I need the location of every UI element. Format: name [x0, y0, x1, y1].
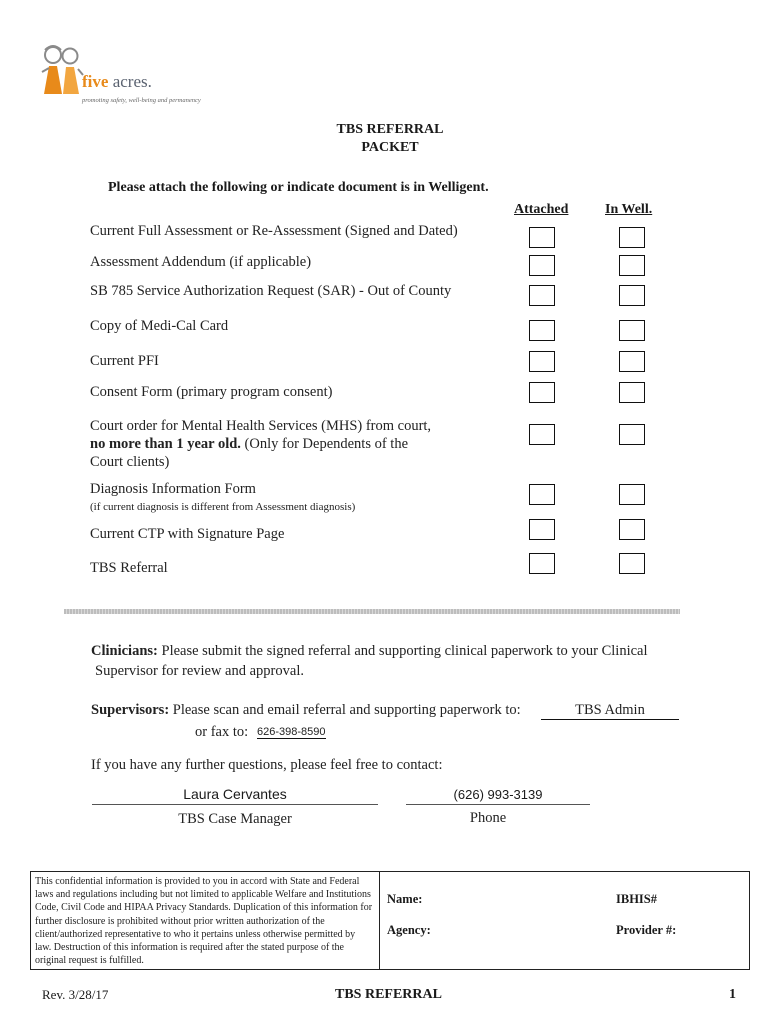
supervisors-label: Supervisors:	[91, 702, 170, 718]
confidential-notice: This confidential information is provided to you in accord with State and Federal laws and regulations including but not limited to applicable Welfare and Institutions Code, Civil Code and HIPAA Privacy Standards. Duplication of this information for further disclosure is prohibited without prior written authorization of the client/authorized representative to who it pertains unless otherwise permitted by law. Destruction of this information is required after the stated purpose of the original request is fulfilled.	[35, 876, 373, 967]
inwell-checkbox-medical-card[interactable]	[619, 320, 645, 341]
inwell-checkbox-ctp[interactable]	[619, 519, 645, 540]
attached-checkbox-tbs-referral[interactable]	[529, 553, 555, 574]
confidential-box	[30, 871, 750, 970]
court-order-line1: Court order for Mental Health Services (MHS) from court,	[90, 418, 432, 434]
attached-checkbox-sar[interactable]	[529, 285, 555, 306]
clinicians-label: Clinicians:	[91, 643, 158, 659]
attached-checkbox-addendum[interactable]	[529, 255, 555, 276]
attached-checkbox-assessment[interactable]	[529, 227, 555, 248]
contact-phone-line	[406, 804, 590, 805]
diagnosis-label: Diagnosis Information Form	[90, 481, 256, 497]
supervisors-text: Please scan and email referral and supporting paperwork to:	[169, 702, 521, 718]
inwell-checkbox-diagnosis[interactable]	[619, 484, 645, 505]
instruction: Please attach the following or indicate document is in Welligent.	[108, 180, 489, 195]
clinicians-paragraph	[91, 641, 648, 681]
item-tbs-referral: TBS Referral	[90, 560, 168, 576]
court-order-bold: no more than 1 year old.	[90, 436, 241, 452]
item-medical-card: Copy of Medi-Cal Card	[90, 318, 229, 334]
fax-value: 626-398-8590	[257, 726, 326, 738]
item-diagnosis	[90, 481, 355, 516]
logo-tagline: promoting safety, well-being and permanency	[82, 97, 201, 104]
ibhis-field-label: IBHIS#	[616, 892, 657, 906]
attached-checkbox-ctp[interactable]	[529, 519, 555, 540]
diagnosis-note: (if current diagnosis is different from Assessment diagnosis)	[90, 501, 356, 513]
fax-label: or fax to:	[195, 724, 249, 740]
footer-page-number: 1	[729, 987, 736, 1002]
inwell-checkbox-addendum[interactable]	[619, 255, 645, 276]
attached-checkbox-diagnosis[interactable]	[529, 484, 555, 505]
item-pfi: Current PFI	[90, 353, 159, 369]
inwell-checkbox-consent[interactable]	[619, 382, 645, 403]
inwell-checkbox-tbs-referral[interactable]	[619, 553, 645, 574]
logo-wordmark	[82, 72, 152, 92]
contact-prompt: If you have any further questions, please feel free to contact:	[91, 757, 443, 773]
attached-checkbox-consent[interactable]	[529, 382, 555, 403]
contact-name-line	[92, 804, 378, 805]
five-acres-logo	[40, 42, 240, 114]
confidential-divider	[379, 872, 380, 969]
contact-name-caption: TBS Case Manager	[178, 811, 292, 827]
column-in-well: In Well.	[605, 202, 653, 217]
logo-acres: acres.	[108, 72, 152, 91]
contact-phone: (626) 993-3139	[453, 787, 543, 802]
court-order-line3: Court clients)	[90, 454, 170, 470]
section-divider	[64, 609, 680, 614]
item-consent: Consent Form (primary program consent)	[90, 384, 333, 400]
item-assessment: Current Full Assessment or Re-Assessment (Signed and Dated)	[90, 223, 458, 239]
footer-revision: Rev. 3/28/17	[42, 987, 109, 1002]
provider-field-label: Provider #:	[616, 923, 677, 937]
column-attached: Attached	[514, 202, 569, 217]
clinicians-text: Please submit the signed referral and supporting clinical paperwork to your Clinical	[157, 643, 648, 659]
children-logo-icon	[40, 44, 84, 96]
title-line1: TBS REFERRAL	[336, 122, 444, 137]
item-sar: SB 785 Service Authorization Request (SAR) - Out of County	[90, 283, 452, 299]
inwell-checkbox-sar[interactable]	[619, 285, 645, 306]
supervisors-email-value: TBS Admin	[541, 702, 679, 720]
logo-five: five	[82, 72, 109, 91]
court-order-rest: (Only for Dependents of the	[240, 436, 409, 452]
contact-name: Laura Cervantes	[183, 786, 287, 802]
title-line2: PACKET	[361, 140, 419, 155]
inwell-checkbox-assessment[interactable]	[619, 227, 645, 248]
attached-checkbox-court-order[interactable]	[529, 424, 555, 445]
item-ctp: Current CTP with Signature Page	[90, 526, 285, 542]
inwell-checkbox-court-order[interactable]	[619, 424, 645, 445]
agency-field-label: Agency:	[387, 923, 431, 937]
inwell-checkbox-pfi[interactable]	[619, 351, 645, 372]
clinicians-text2: Supervisor for review and approval.	[95, 663, 304, 679]
item-court-order	[90, 417, 431, 471]
item-addendum: Assessment Addendum (if applicable)	[90, 254, 312, 270]
supervisors-paragraph	[91, 702, 521, 719]
name-field-label: Name:	[387, 892, 423, 906]
footer-title: TBS REFERRAL	[335, 987, 442, 1002]
contact-phone-caption: Phone	[469, 810, 507, 826]
attached-checkbox-medical-card[interactable]	[529, 320, 555, 341]
attached-checkbox-pfi[interactable]	[529, 351, 555, 372]
